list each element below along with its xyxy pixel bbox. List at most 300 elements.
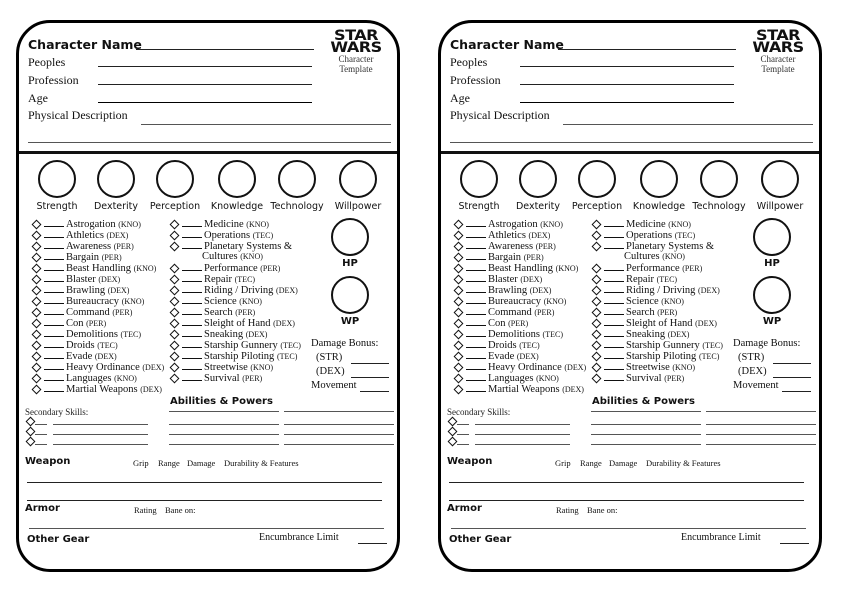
skill-name: Con xyxy=(488,318,506,329)
str-bonus-field[interactable] xyxy=(773,363,811,364)
skill-value-field[interactable] xyxy=(44,262,64,271)
weapon-range-header: Range xyxy=(158,458,180,468)
diamond-icon[interactable] xyxy=(592,296,602,306)
skill-value-field[interactable] xyxy=(44,328,64,337)
diamond-icon[interactable] xyxy=(454,219,464,229)
diamond-icon[interactable] xyxy=(26,427,36,437)
skill-value-field[interactable] xyxy=(466,295,486,304)
skill-value-field[interactable] xyxy=(44,361,64,370)
diamond-icon[interactable] xyxy=(448,427,458,437)
diamond-icon[interactable] xyxy=(170,263,180,273)
skill-value-field[interactable] xyxy=(182,339,202,348)
skill-attribute-tag: (KNO) xyxy=(672,363,696,372)
skill-attribute-tag: (KNO) xyxy=(661,297,684,306)
diamond-icon[interactable] xyxy=(170,351,180,361)
skill-attribute-tag: (KNO) xyxy=(239,297,262,306)
secondary-skill-value-field[interactable] xyxy=(457,444,469,445)
skill-attribute-tag: (DEX) xyxy=(520,275,543,284)
skill-value-field[interactable] xyxy=(604,350,624,359)
weapon-line-2[interactable] xyxy=(27,500,382,501)
secondary-skill-name-field[interactable] xyxy=(53,434,148,435)
skill-attribute-tag: (PER) xyxy=(535,242,556,251)
skill-value-field[interactable] xyxy=(466,317,486,326)
skill-attribute-tag: (DEX) xyxy=(94,352,117,361)
skill-attribute-tag: (TEC) xyxy=(519,341,540,350)
diamond-icon[interactable] xyxy=(170,340,180,350)
skill-value-field[interactable] xyxy=(44,317,64,326)
dex-label: (DEX) xyxy=(738,366,767,377)
skill-attribute-tag: (TEC) xyxy=(120,330,141,339)
skill-attribute-tag: (PER) xyxy=(260,264,281,273)
diamond-icon[interactable] xyxy=(592,340,602,350)
wp-label: WP xyxy=(340,316,360,327)
skill-value-field[interactable] xyxy=(466,273,486,282)
skill-value-field[interactable] xyxy=(182,306,202,315)
diamond-icon[interactable] xyxy=(32,307,42,317)
diamond-icon[interactable] xyxy=(592,274,602,284)
profession-field[interactable] xyxy=(520,84,734,85)
skill-value-field[interactable] xyxy=(182,229,202,238)
skill-name: Demolitions xyxy=(488,329,540,340)
abilities-line[interactable] xyxy=(706,411,816,412)
weapon-durability-header: Durability & Features xyxy=(646,458,721,468)
dex-label: (DEX) xyxy=(316,366,345,377)
skill-attribute-tag: (DEX) xyxy=(528,231,551,240)
skill-name: Performance xyxy=(204,263,258,274)
skill-value-field[interactable] xyxy=(604,229,624,238)
skill-value-field[interactable] xyxy=(466,218,486,227)
skill-value-field[interactable] xyxy=(182,273,202,282)
movement-label: Movement xyxy=(733,380,779,391)
diamond-icon[interactable] xyxy=(592,362,602,372)
diamond-icon[interactable] xyxy=(32,263,42,273)
star-wars-logo xyxy=(325,30,387,74)
diamond-icon[interactable] xyxy=(170,230,180,240)
diamond-icon[interactable] xyxy=(592,241,602,251)
skill-attribute-tag: (DEX) xyxy=(562,385,584,394)
skill-value-field[interactable] xyxy=(44,284,64,293)
diamond-icon[interactable] xyxy=(592,230,602,240)
str-label: (STR) xyxy=(738,352,765,363)
skill-name: Search xyxy=(204,307,233,318)
diamond-icon[interactable] xyxy=(454,285,464,295)
diamond-icon[interactable] xyxy=(170,318,180,328)
secondary-skill-name-field[interactable] xyxy=(53,444,148,445)
age-field[interactable] xyxy=(520,102,734,103)
secondary-skill-value-field[interactable] xyxy=(35,444,47,445)
skill-name: Brawling xyxy=(66,285,106,296)
skill-value-field[interactable] xyxy=(466,339,486,348)
attribute-circle-dexterity[interactable] xyxy=(519,160,557,198)
wp-label: WP xyxy=(762,316,782,327)
encumbrance-limit-field[interactable] xyxy=(780,543,809,544)
skill-name: Beast Handling xyxy=(66,263,132,274)
skill-value-field[interactable] xyxy=(44,273,64,282)
diamond-icon[interactable] xyxy=(170,329,180,339)
skill-name: Bargain xyxy=(66,252,100,263)
skill-attribute-tag: (DEX) xyxy=(142,363,165,372)
skill-value-field[interactable] xyxy=(466,383,486,392)
skill-name: Demolitions xyxy=(66,329,118,340)
skill-name: Operations xyxy=(626,230,673,241)
diamond-icon[interactable] xyxy=(26,417,36,427)
skill-name: Brawling xyxy=(488,285,528,296)
character-name-field[interactable] xyxy=(558,49,736,50)
skill-attribute-tag: (TEC) xyxy=(97,341,118,350)
skill-attribute-tag: (KNO) xyxy=(240,252,263,261)
skill-row xyxy=(169,251,263,262)
skill-value-field[interactable] xyxy=(44,383,64,392)
skill-value-field[interactable] xyxy=(604,284,624,293)
skill-value-field[interactable] xyxy=(604,339,624,348)
diamond-icon[interactable] xyxy=(592,351,602,361)
skill-attribute-tag: (KNO) xyxy=(250,363,274,372)
logo-subtitle-2: Template xyxy=(761,64,795,74)
diamond-icon[interactable] xyxy=(454,241,464,251)
skill-value-field[interactable] xyxy=(466,372,486,381)
diamond-icon[interactable] xyxy=(454,351,464,361)
diamond-icon[interactable] xyxy=(454,318,464,328)
diamond-icon[interactable] xyxy=(32,252,42,262)
skill-value-field[interactable] xyxy=(466,350,486,359)
encumbrance-limit-label: Encumbrance Limit xyxy=(259,532,339,543)
skill-value-field[interactable] xyxy=(44,229,64,238)
secondary-skill-value-field[interactable] xyxy=(35,434,47,435)
diamond-icon[interactable] xyxy=(170,285,180,295)
skill-value-field[interactable] xyxy=(466,306,486,315)
attribute-label: Knowledge xyxy=(210,201,264,212)
diamond-icon[interactable] xyxy=(454,329,464,339)
skill-value-field[interactable] xyxy=(44,350,64,359)
skill-value-field[interactable] xyxy=(44,372,64,381)
skill-value-field[interactable] xyxy=(182,284,202,293)
skill-value-field[interactable] xyxy=(466,262,486,271)
weapon-damage-header: Damage xyxy=(609,458,638,468)
diamond-icon[interactable] xyxy=(592,307,602,317)
logo-wars: WARS xyxy=(752,40,804,56)
diamond-icon[interactable] xyxy=(170,241,180,251)
skill-value-field[interactable] xyxy=(604,361,624,370)
attribute-circle-strength[interactable] xyxy=(460,160,498,198)
skill-value-field[interactable] xyxy=(466,240,486,249)
logo-subtitle-1: Character xyxy=(338,54,374,64)
str-bonus-field[interactable] xyxy=(351,363,389,364)
secondary-skill-value-field[interactable] xyxy=(35,424,47,425)
abilities-powers-title: Abilities & Powers xyxy=(592,396,695,407)
skill-name: Science xyxy=(204,296,237,307)
diamond-icon[interactable] xyxy=(32,384,42,394)
diamond-icon[interactable] xyxy=(592,329,602,339)
skill-name: Astrogation xyxy=(488,219,538,230)
physical-description-field-2[interactable] xyxy=(28,142,391,143)
diamond-icon[interactable] xyxy=(32,329,42,339)
profession-field[interactable] xyxy=(98,84,312,85)
secondary-skill-name-field[interactable] xyxy=(475,434,570,435)
skill-value-field[interactable] xyxy=(466,361,486,370)
skill-name: Repair xyxy=(204,274,232,285)
skill-name: Sleight of Hand xyxy=(626,318,693,329)
skill-value-field[interactable] xyxy=(604,328,624,337)
diamond-icon[interactable] xyxy=(32,230,42,240)
skill-value-field[interactable] xyxy=(604,218,624,227)
skill-value-field[interactable] xyxy=(604,240,624,249)
hp-circle[interactable] xyxy=(331,218,369,256)
diamond-icon[interactable] xyxy=(32,318,42,328)
secondary-skill-value-field[interactable] xyxy=(457,434,469,435)
skill-attribute-tag: (PER) xyxy=(682,264,703,273)
abilities-line[interactable] xyxy=(591,444,701,445)
diamond-icon[interactable] xyxy=(592,373,602,383)
armor-rating-header: Rating xyxy=(556,505,579,515)
secondary-skill-value-field[interactable] xyxy=(457,424,469,425)
skill-attribute-tag: (DEX) xyxy=(698,286,720,295)
skill-value-field[interactable] xyxy=(182,240,202,249)
weapon-line-1[interactable] xyxy=(27,482,382,483)
skill-value-field[interactable] xyxy=(182,262,202,271)
diamond-icon[interactable] xyxy=(32,285,42,295)
diamond-icon[interactable] xyxy=(32,340,42,350)
skill-value-field[interactable] xyxy=(182,372,202,381)
abilities-line[interactable] xyxy=(706,424,816,425)
abilities-line[interactable] xyxy=(706,434,816,435)
skill-name: Sneaking xyxy=(626,329,666,340)
skill-name: Starship Gunnery xyxy=(204,340,278,351)
skill-attribute-tag: (PER) xyxy=(112,308,133,317)
skill-name: Streetwise xyxy=(204,362,248,373)
age-field[interactable] xyxy=(98,102,312,103)
dex-bonus-field[interactable] xyxy=(773,377,811,378)
skill-value-field[interactable] xyxy=(604,372,624,381)
physical-description-field[interactable] xyxy=(563,124,813,125)
attribute-circle-willpower[interactable] xyxy=(339,160,377,198)
skill-name: Planetary Systems & xyxy=(626,241,715,252)
skill-value-field[interactable] xyxy=(466,284,486,293)
abilities-line[interactable] xyxy=(284,444,394,445)
hp-label: HP xyxy=(764,258,780,269)
skill-value-field[interactable] xyxy=(604,262,624,271)
weapon-grip-header: Grip xyxy=(133,458,149,468)
skill-name: Starship Gunnery xyxy=(626,340,700,351)
diamond-icon[interactable] xyxy=(32,219,42,229)
diamond-icon[interactable] xyxy=(454,384,464,394)
skill-name: Science xyxy=(626,296,659,307)
weapon-durability-header: Durability & Features xyxy=(224,458,299,468)
skill-value-field[interactable] xyxy=(182,328,202,337)
attribute-circle-perception[interactable] xyxy=(156,160,194,198)
attribute-label: Perception xyxy=(571,201,623,212)
attribute-label: Perception xyxy=(149,201,201,212)
skill-value-field[interactable] xyxy=(466,251,486,260)
skill-value-field[interactable] xyxy=(182,295,202,304)
abilities-line[interactable] xyxy=(284,434,394,435)
abilities-line[interactable] xyxy=(284,411,394,412)
armor-line[interactable] xyxy=(451,528,806,529)
secondary-skills-label: Secondary Skills: xyxy=(25,407,89,417)
armor-line[interactable] xyxy=(29,528,384,529)
skill-name: Medicine xyxy=(204,219,244,230)
diamond-icon[interactable] xyxy=(32,241,42,251)
abilities-line[interactable] xyxy=(169,411,279,412)
skill-name: Languages xyxy=(488,373,534,384)
skill-name: Sneaking xyxy=(204,329,244,340)
skill-name: Bureaucracy xyxy=(488,296,542,307)
attribute-circle-willpower[interactable] xyxy=(761,160,799,198)
attribute-circle-perception[interactable] xyxy=(578,160,616,198)
logo-star: STAR xyxy=(334,28,378,44)
abilities-line[interactable] xyxy=(169,444,279,445)
diamond-icon[interactable] xyxy=(592,285,602,295)
diamond-icon[interactable] xyxy=(32,296,42,306)
diamond-icon[interactable] xyxy=(454,296,464,306)
age-label: Age xyxy=(450,91,470,105)
wp-circle[interactable] xyxy=(331,276,369,314)
movement-field[interactable] xyxy=(360,391,389,392)
diamond-icon[interactable] xyxy=(592,318,602,328)
skill-name: Survival xyxy=(626,373,662,384)
diamond-icon[interactable] xyxy=(170,296,180,306)
diamond-icon[interactable] xyxy=(454,230,464,240)
weapon-title: Weapon xyxy=(447,456,493,467)
weapon-line-1[interactable] xyxy=(449,482,804,483)
encumbrance-limit-label: Encumbrance Limit xyxy=(681,532,761,543)
character-sheet-right xyxy=(438,20,822,572)
skill-attribute-tag: (KNO) xyxy=(555,264,579,273)
diamond-icon[interactable] xyxy=(454,373,464,383)
diamond-icon[interactable] xyxy=(170,219,180,229)
skill-attribute-tag: (KNO) xyxy=(121,297,145,306)
skill-name: Evade xyxy=(66,351,93,362)
encumbrance-limit-field[interactable] xyxy=(358,543,387,544)
skill-name: Planetary Systems & xyxy=(204,241,293,252)
skill-name: Riding / Driving xyxy=(626,285,696,296)
skill-attribute-tag: (TEC) xyxy=(656,275,678,284)
diamond-icon[interactable] xyxy=(454,340,464,350)
hp-circle[interactable] xyxy=(753,218,791,256)
abilities-line[interactable] xyxy=(591,411,701,412)
diamond-icon[interactable] xyxy=(448,417,458,427)
skill-attribute-tag: (DEX) xyxy=(516,352,539,361)
diamond-icon[interactable] xyxy=(454,263,464,273)
skill-value-field[interactable] xyxy=(44,240,64,249)
physical-description-field-2[interactable] xyxy=(450,142,813,143)
diamond-icon[interactable] xyxy=(32,362,42,372)
abilities-line[interactable] xyxy=(706,444,816,445)
skill-value-field[interactable] xyxy=(466,229,486,238)
diamond-icon[interactable] xyxy=(170,307,180,317)
peoples-field[interactable] xyxy=(520,66,734,67)
skill-value-field[interactable] xyxy=(44,251,64,260)
skill-name: Bargain xyxy=(488,252,522,263)
diamond-icon[interactable] xyxy=(26,437,36,447)
movement-field[interactable] xyxy=(782,391,811,392)
skill-value-field[interactable] xyxy=(604,306,624,315)
diamond-icon[interactable] xyxy=(170,362,180,372)
skill-attribute-tag: (KNO) xyxy=(536,374,559,383)
physical-description-label: Physical Description xyxy=(28,108,128,122)
skill-row xyxy=(453,383,584,395)
skill-value-field[interactable] xyxy=(182,350,202,359)
skill-value-field[interactable] xyxy=(182,361,202,370)
skill-attribute-tag: (TEC) xyxy=(674,231,696,240)
skill-attribute-tag: (KNO) xyxy=(118,220,141,229)
skill-name: Sleight of Hand xyxy=(204,318,271,329)
skill-attribute-tag: (DEX) xyxy=(106,231,129,240)
secondary-skill-name-field[interactable] xyxy=(53,424,148,425)
diamond-icon[interactable] xyxy=(32,274,42,284)
skill-value-field[interactable] xyxy=(44,339,64,348)
logo-star: STAR xyxy=(756,28,800,44)
skill-attribute-tag: (TEC) xyxy=(252,231,274,240)
skill-value-field[interactable] xyxy=(604,295,624,304)
diamond-icon[interactable] xyxy=(448,437,458,447)
skill-value-field[interactable] xyxy=(182,317,202,326)
skill-name: Bureaucracy xyxy=(66,296,120,307)
skill-name: Starship Piloting xyxy=(626,351,697,362)
skill-value-field[interactable] xyxy=(182,218,202,227)
skill-attribute-tag: (PER) xyxy=(242,374,263,383)
peoples-field[interactable] xyxy=(98,66,312,67)
attribute-circle-dexterity[interactable] xyxy=(97,160,135,198)
skill-attribute-tag: (PER) xyxy=(657,308,678,317)
diamond-icon[interactable] xyxy=(454,362,464,372)
diamond-icon[interactable] xyxy=(454,252,464,262)
secondary-skills-label: Secondary Skills: xyxy=(447,407,511,417)
diamond-icon[interactable] xyxy=(592,263,602,273)
peoples-label: Peoples xyxy=(28,55,66,69)
skill-value-field[interactable] xyxy=(44,306,64,315)
attribute-circle-technology[interactable] xyxy=(700,160,738,198)
diamond-icon[interactable] xyxy=(170,274,180,284)
diamond-icon[interactable] xyxy=(32,373,42,383)
physical-description-field[interactable] xyxy=(141,124,391,125)
skill-value-field[interactable] xyxy=(466,328,486,337)
skill-attribute-tag: (PER) xyxy=(508,319,529,328)
attribute-circle-knowledge[interactable] xyxy=(218,160,256,198)
skill-value-field[interactable] xyxy=(604,273,624,282)
skill-attribute-tag: (KNO) xyxy=(662,252,685,261)
diamond-icon[interactable] xyxy=(32,351,42,361)
skill-attribute-tag: (PER) xyxy=(534,308,555,317)
diamond-icon[interactable] xyxy=(170,373,180,383)
abilities-line[interactable] xyxy=(591,434,701,435)
abilities-line[interactable] xyxy=(169,424,279,425)
skill-attribute-tag: (KNO) xyxy=(246,220,269,229)
diamond-icon[interactable] xyxy=(592,219,602,229)
attribute-circle-strength[interactable] xyxy=(38,160,76,198)
abilities-line[interactable] xyxy=(284,424,394,425)
skill-row xyxy=(591,251,685,262)
skill-value-field[interactable] xyxy=(44,218,64,227)
abilities-line[interactable] xyxy=(591,424,701,425)
skill-value-field[interactable] xyxy=(44,295,64,304)
secondary-skill-name-field[interactable] xyxy=(475,444,570,445)
abilities-line[interactable] xyxy=(169,434,279,435)
diamond-icon[interactable] xyxy=(454,274,464,284)
skill-name: Heavy Ordinance xyxy=(66,362,140,373)
secondary-skill-name-field[interactable] xyxy=(475,424,570,425)
attribute-circle-technology[interactable] xyxy=(278,160,316,198)
dex-bonus-field[interactable] xyxy=(351,377,389,378)
skill-attribute-tag: (PER) xyxy=(101,253,122,262)
wp-circle[interactable] xyxy=(753,276,791,314)
attribute-label: Willpower xyxy=(756,201,804,212)
weapon-line-2[interactable] xyxy=(449,500,804,501)
skill-name: Command xyxy=(488,307,532,318)
skill-value-field[interactable] xyxy=(604,317,624,326)
diamond-icon[interactable] xyxy=(454,307,464,317)
attribute-circle-knowledge[interactable] xyxy=(640,160,678,198)
character-name-field[interactable] xyxy=(136,49,314,50)
